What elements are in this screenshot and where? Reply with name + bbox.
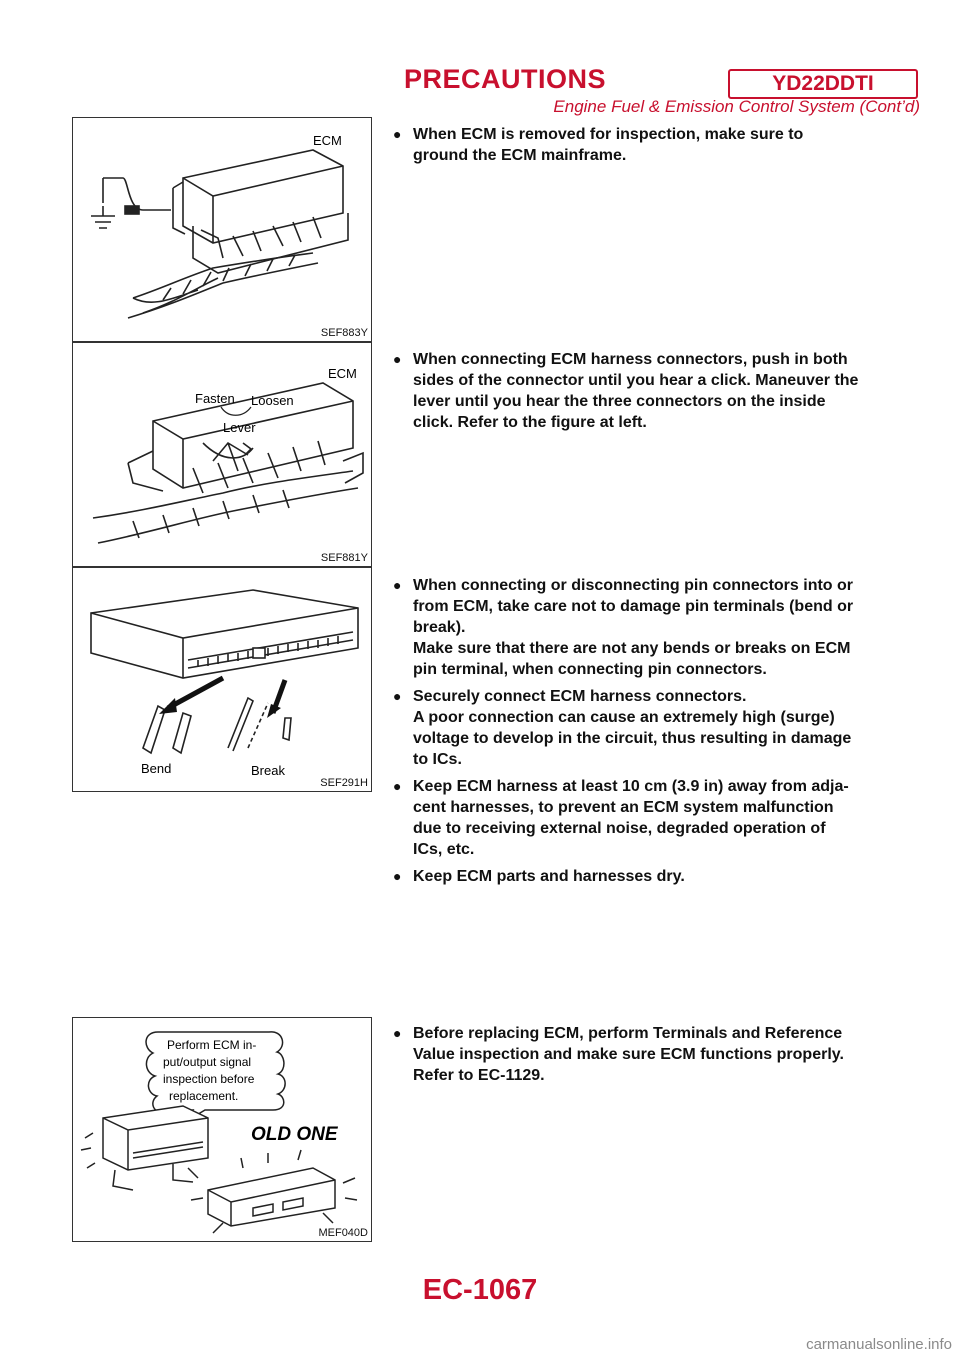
loosen-label: Loosen	[251, 393, 294, 408]
text-line: break).	[413, 619, 466, 636]
bullet-item	[393, 575, 923, 680]
text-line: A poor connection can cause an extremely high (surge)	[413, 709, 835, 726]
page-header-title: PRECAUTIONS	[404, 64, 607, 94]
bullet-item	[393, 1023, 923, 1086]
figure-ecm-replacement	[72, 1017, 372, 1242]
text-line: pin terminal, when connecting pin connectors.	[413, 661, 767, 678]
watermark: carmanualsonline.info	[806, 1336, 952, 1353]
section-connect-harness	[393, 349, 923, 439]
text-line: Make sure that there are not any bends or breaks on ECM	[413, 640, 851, 657]
text-line: ● When ECM is removed for inspection, make sure to	[413, 126, 804, 143]
text-line: ● Keep ECM harness at least 10 cm (3.9 in) away from adja-	[413, 778, 849, 795]
text-line: ● Before replacing ECM, perform Terminals and Reference	[413, 1025, 843, 1042]
ecm-label: ECM	[313, 133, 342, 148]
figure-code: SEF291H	[320, 777, 368, 789]
bullet-item	[393, 686, 923, 770]
text-line: ● When connecting ECM harness connectors, push in both	[413, 351, 848, 368]
ecm-replacement-illustration	[73, 1018, 371, 1241]
fasten-label: Fasten	[195, 391, 235, 406]
text-line: from ECM, take care not to damage pin terminals (bend or	[413, 598, 854, 615]
bullet-item	[393, 776, 923, 860]
text-line: due to receiving external noise, degraded operation of	[413, 820, 826, 837]
lever-label: Lever	[223, 420, 256, 435]
page-header-subtitle: Engine Fuel & Emission Control System (Cont’d)	[553, 97, 920, 116]
bullet-item	[393, 866, 923, 887]
bend-label: Bend	[141, 761, 172, 776]
section-replace-ecm	[393, 1023, 923, 1092]
text-line: ● Securely connect ECM harness connectors.	[413, 688, 747, 705]
text-line: lever until you hear the three connectors on the inside	[413, 393, 826, 410]
section-ground-ecm	[393, 124, 923, 172]
page-number: EC-1067	[422, 1274, 538, 1306]
break-label: Break	[251, 763, 285, 778]
ecm-ground-illustration	[73, 118, 371, 341]
bubble-line-4: replacement.	[169, 1089, 239, 1103]
text-line: voltage to develop in the circuit, thus resulting in damage	[413, 730, 852, 747]
text-line: ground the ECM mainframe.	[413, 147, 627, 164]
text-line: click. Refer to the figure at left.	[413, 414, 647, 431]
bullet-item	[393, 349, 923, 433]
pin-terminal-illustration	[73, 568, 371, 791]
figure-code: SEF881Y	[320, 552, 368, 564]
figure-ecm-ground	[72, 117, 372, 342]
figure-code: SEF883Y	[320, 327, 368, 339]
text-line: sides of the connector until you hear a click. Maneuver the	[413, 372, 859, 389]
figure-pin-terminals	[72, 567, 372, 792]
old-one-label: OLD ONE	[251, 1124, 338, 1145]
text-line: to ICs.	[413, 751, 462, 768]
bubble-line-3: inspection before	[163, 1072, 255, 1086]
section-pin-connectors	[393, 575, 923, 893]
ecm-label: ECM	[328, 366, 357, 381]
ecm-connector-illustration	[73, 343, 371, 566]
model-badge: YD22DDTI	[728, 69, 918, 99]
bullet-item	[393, 124, 923, 166]
figure-ecm-connectors	[72, 342, 372, 567]
bubble-line-1: Perform ECM in-	[167, 1038, 257, 1052]
text-line: ICs, etc.	[413, 841, 475, 858]
text-line: ● When connecting or disconnecting pin connectors into or	[413, 577, 854, 594]
figure-code: MEF040D	[318, 1227, 368, 1239]
text-line: cent harnesses, to prevent an ECM system malfunction	[413, 799, 834, 816]
bubble-line-2: put/output signal	[163, 1055, 252, 1069]
text-line: Refer to EC-1129.	[413, 1067, 545, 1084]
text-line: Value inspection and make sure ECM functions properly.	[413, 1046, 844, 1063]
text-line: ● Keep ECM parts and harnesses dry.	[413, 868, 685, 885]
